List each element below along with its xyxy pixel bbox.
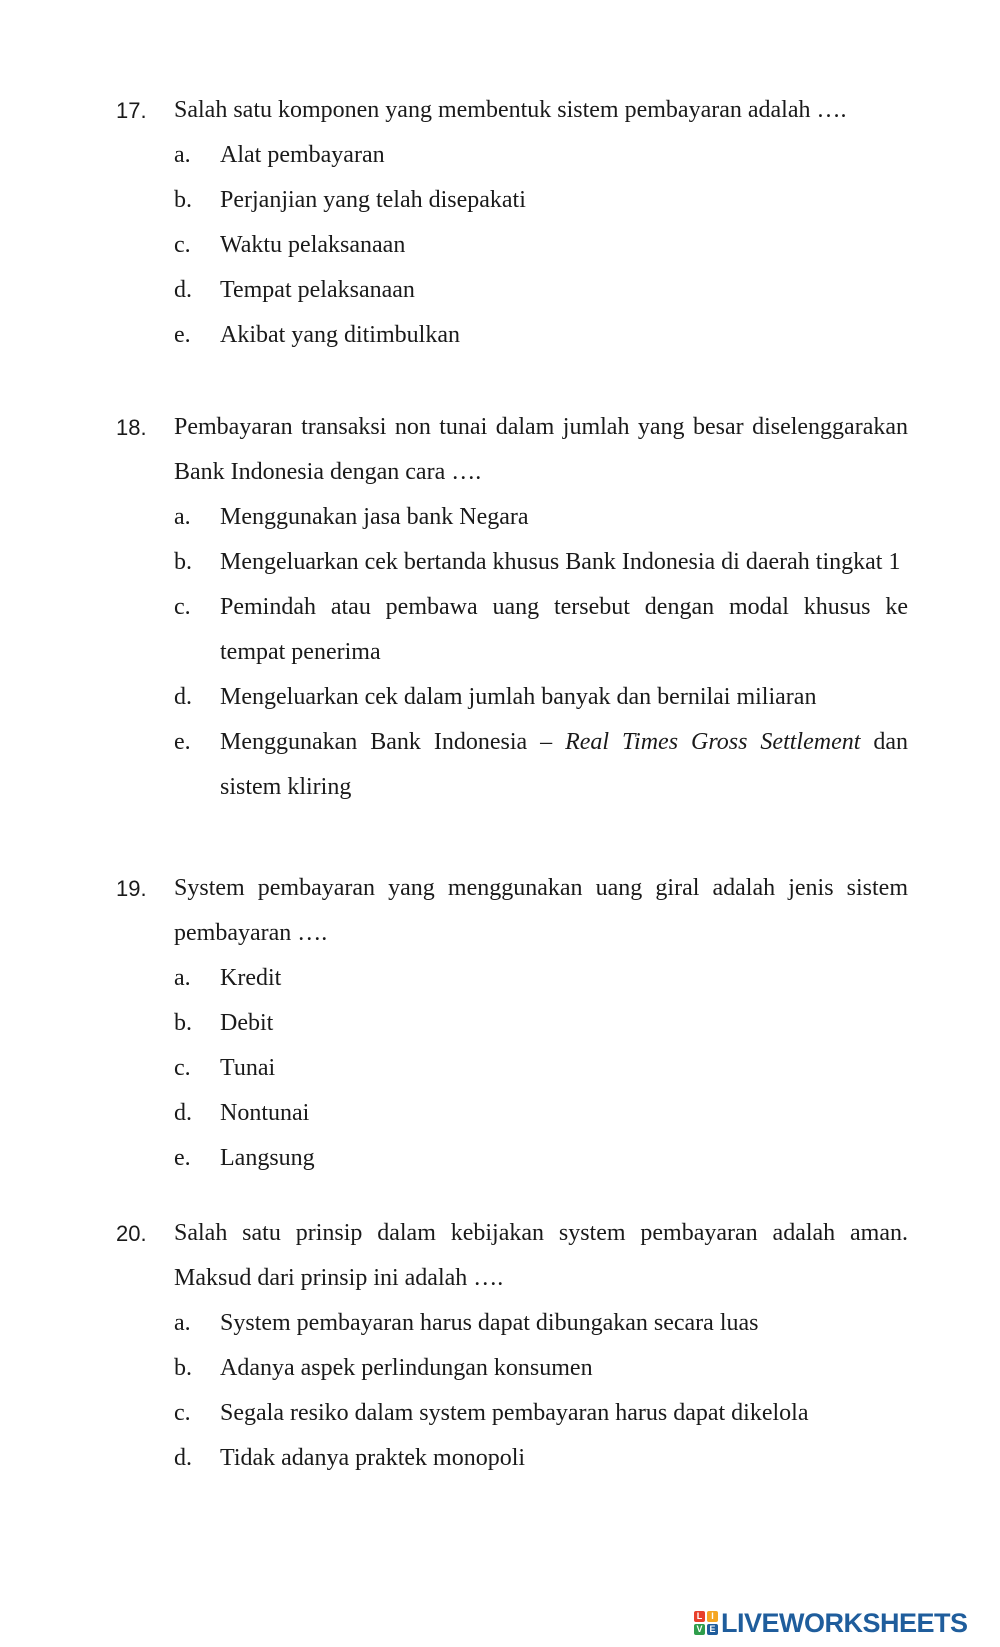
question-20: [116, 1211, 908, 1497]
option-text: Pemindah atau pembawa uang tersebut dengan modal khusus ke tempat penerima: [220, 594, 908, 665]
option-text: Tunai: [220, 1055, 276, 1081]
option-letter: b.: [174, 549, 192, 575]
question-text: Salah satu komponen yang membentuk sistem pembayaran adalah ….: [174, 97, 847, 123]
option-letter: b.: [174, 1355, 192, 1381]
answer-options: [174, 495, 908, 810]
option-text: Akibat yang ditimbulkan: [220, 322, 460, 348]
question-text: Pembayaran transaksi non tunai dalam jumlah yang besar diselenggarakan Bank Indonesia dengan cara ….: [174, 414, 908, 485]
option-text: Kredit: [220, 965, 282, 991]
logo-mark-cell: L: [694, 1611, 705, 1622]
option-a[interactable]: [174, 1301, 908, 1346]
option-c[interactable]: [174, 1391, 908, 1436]
option-letter: b.: [174, 187, 192, 213]
liveworksheets-logo-icon: [694, 1611, 718, 1635]
option-text: Alat pembayaran: [220, 142, 385, 168]
option-text-end: dan sistem kliring: [220, 729, 908, 800]
option-letter: a.: [174, 142, 191, 168]
question-number: 20.: [116, 1221, 147, 1246]
option-letter: e.: [174, 322, 191, 348]
option-text: Tempat pelaksanaan: [220, 277, 415, 303]
option-c[interactable]: [174, 585, 908, 675]
option-c[interactable]: [174, 223, 908, 268]
option-a[interactable]: [174, 133, 908, 178]
question-number: 18.: [116, 415, 147, 440]
option-c[interactable]: [174, 1046, 908, 1091]
option-text: Tidak adanya praktek monopoli: [220, 1445, 526, 1471]
option-text: Menggunakan jasa bank Negara: [220, 504, 529, 530]
option-text: System pembayaran harus dapat dibungakan secara luas: [220, 1310, 759, 1336]
logo-mark-cell: E: [707, 1624, 718, 1635]
option-letter: d.: [174, 1100, 192, 1126]
answer-options: [174, 133, 908, 358]
option-b[interactable]: [174, 540, 908, 585]
option-a[interactable]: [174, 495, 908, 540]
option-letter: e.: [174, 1145, 191, 1171]
option-a[interactable]: [174, 956, 908, 1001]
option-e[interactable]: [174, 720, 908, 810]
option-b[interactable]: [174, 1001, 908, 1046]
answer-options: [174, 1301, 908, 1481]
option-letter: c.: [174, 1055, 191, 1081]
option-letter: d.: [174, 1445, 192, 1471]
option-d[interactable]: [174, 1436, 908, 1481]
option-text: Nontunai: [220, 1100, 310, 1126]
option-d[interactable]: [174, 268, 908, 313]
option-d[interactable]: [174, 675, 908, 720]
option-text-italic: Real Times Gross Settlement: [565, 729, 861, 755]
option-text: Mengeluarkan cek bertanda khusus Bank Indonesia di daerah tingkat 1: [220, 549, 901, 575]
logo-mark-cell: V: [694, 1624, 705, 1635]
question-text: Salah satu prinsip dalam kebijakan system pembayaran adalah aman. Maksud dari prinsip ini adalah ….: [174, 1220, 908, 1291]
option-text: Langsung: [220, 1145, 315, 1171]
option-text: Debit: [220, 1010, 274, 1036]
option-letter: d.: [174, 277, 192, 303]
option-text: Adanya aspek perlindungan konsumen: [220, 1355, 593, 1381]
question-19: [116, 866, 908, 1197]
question-text: System pembayaran yang menggunakan uang giral adalah jenis sistem pembayaran ….: [174, 875, 908, 946]
option-text: Mengeluarkan cek dalam jumlah banyak dan bernilai miliaran: [220, 684, 817, 710]
option-e[interactable]: [174, 1136, 908, 1181]
answer-options: [174, 956, 908, 1181]
option-letter: a.: [174, 504, 191, 530]
option-b[interactable]: [174, 178, 908, 223]
option-letter: a.: [174, 1310, 191, 1336]
liveworksheets-logo[interactable]: [694, 1605, 968, 1641]
option-text: [220, 720, 908, 810]
logo-mark-cell: I: [707, 1611, 718, 1622]
option-text: Perjanjian yang telah disepakati: [220, 187, 526, 213]
option-letter: c.: [174, 232, 191, 258]
question-number: 19.: [116, 876, 147, 901]
option-d[interactable]: [174, 1091, 908, 1136]
question-18: [116, 405, 908, 826]
option-text-start: Menggunakan Bank Indonesia –: [220, 729, 566, 755]
logo-text: LIVEWORKSHEETS: [721, 1607, 968, 1638]
option-letter: c.: [174, 1400, 191, 1426]
option-e[interactable]: [174, 313, 908, 358]
question-17: [116, 88, 908, 374]
question-number: 17.: [116, 98, 147, 123]
option-text: Waktu pelaksanaan: [220, 232, 406, 258]
option-letter: a.: [174, 965, 191, 991]
option-letter: e.: [174, 729, 191, 755]
option-b[interactable]: [174, 1346, 908, 1391]
option-letter: d.: [174, 684, 192, 710]
option-text: Segala resiko dalam system pembayaran harus dapat dikelola: [220, 1400, 809, 1426]
option-letter: c.: [174, 594, 191, 620]
option-letter: b.: [174, 1010, 192, 1036]
